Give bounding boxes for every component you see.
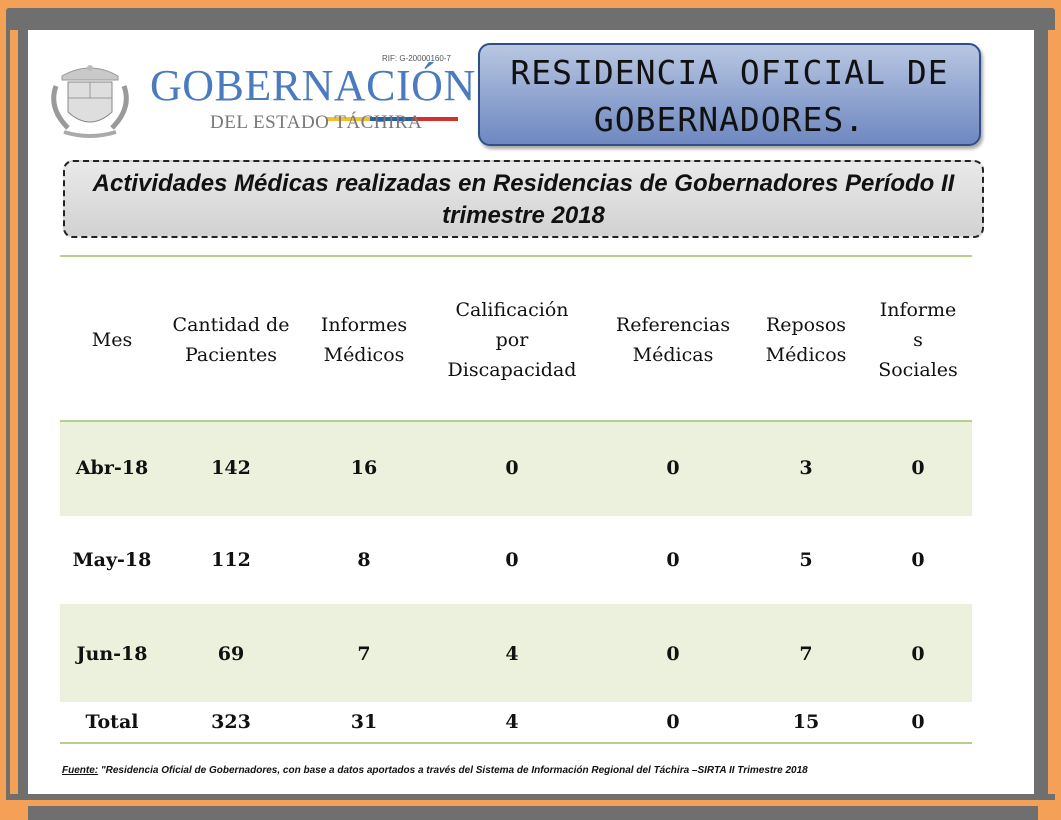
total-cell: 0 <box>666 711 680 733</box>
table-cell: 8 <box>357 549 371 571</box>
table-cell: May-18 <box>72 549 152 571</box>
table-rule <box>60 420 972 422</box>
table-cell: 0 <box>666 457 680 479</box>
table-cell: 0 <box>911 643 925 665</box>
frame-bottom <box>0 800 1061 820</box>
table-cell: 16 <box>350 457 378 479</box>
source-note <box>62 765 808 776</box>
table-cell: Abr-18 <box>75 457 149 479</box>
source-label: Fuente: <box>62 765 99 776</box>
coat-of-arms-icon <box>42 56 138 140</box>
column-header: Informes Médicos <box>320 314 408 366</box>
table-cell: 7 <box>799 643 813 665</box>
report-subtitle-box <box>63 160 984 238</box>
title-line-1: RESIDENCIA OFICIAL DE <box>510 53 949 92</box>
table-cell: 112 <box>211 549 251 571</box>
column-header: Cantidad de Pacientes <box>172 314 290 366</box>
table-cell: 0 <box>911 549 925 571</box>
total-cell: 4 <box>505 711 519 733</box>
column-header: Referencias Médicas <box>615 314 731 366</box>
table-cell: 0 <box>666 643 680 665</box>
table-cell: 0 <box>911 457 925 479</box>
table-cell: 0 <box>666 549 680 571</box>
table-cell: 5 <box>799 549 813 571</box>
table-cell: 7 <box>357 643 371 665</box>
table-cell: 69 <box>217 643 245 665</box>
report-subtitle: Actividades Médicas realizadas en Residencias de Gobernadores Período II trimestre 2018 <box>92 170 955 229</box>
gobernacion-logo <box>42 54 476 144</box>
column-header: Informe s Sociales <box>878 299 958 381</box>
logo-subtitle: DEL ESTADO TÁCHIRA <box>210 112 423 133</box>
source-text: "Residencia Oficial de Gobernadores, con base a datos aportados a través del Sistema de Información Regional del Táchira –SIRTA II Trimestre 2018 <box>98 765 808 776</box>
column-header: Reposos Médicos <box>765 314 847 366</box>
table-cell: 3 <box>799 457 813 479</box>
frame-strip-right <box>1048 30 1055 794</box>
table-cell: 142 <box>211 457 251 479</box>
total-cell: 15 <box>792 711 820 733</box>
table-cell: 0 <box>505 549 519 571</box>
frame-strip-left <box>10 30 18 794</box>
table-cell: 0 <box>505 457 519 479</box>
table-cell: Jun-18 <box>76 643 148 665</box>
total-cell: 31 <box>350 711 378 733</box>
rif-label: RIF: G-20000160-7 <box>382 54 451 63</box>
column-header: Mes <box>91 329 133 351</box>
column-header: Calificación por Discapacidad <box>447 299 577 381</box>
residence-title-box <box>478 43 981 146</box>
table-rule <box>60 742 972 744</box>
flag-stripe <box>326 106 460 110</box>
title-line-2: GOBERNADORES. <box>593 100 866 139</box>
total-cell: 323 <box>211 711 251 733</box>
table-cell: 4 <box>505 643 519 665</box>
total-cell: 0 <box>911 711 925 733</box>
table-rule <box>60 255 972 257</box>
total-cell: Total <box>85 711 139 733</box>
logo-title: GOBERNACIÓN <box>150 61 476 110</box>
